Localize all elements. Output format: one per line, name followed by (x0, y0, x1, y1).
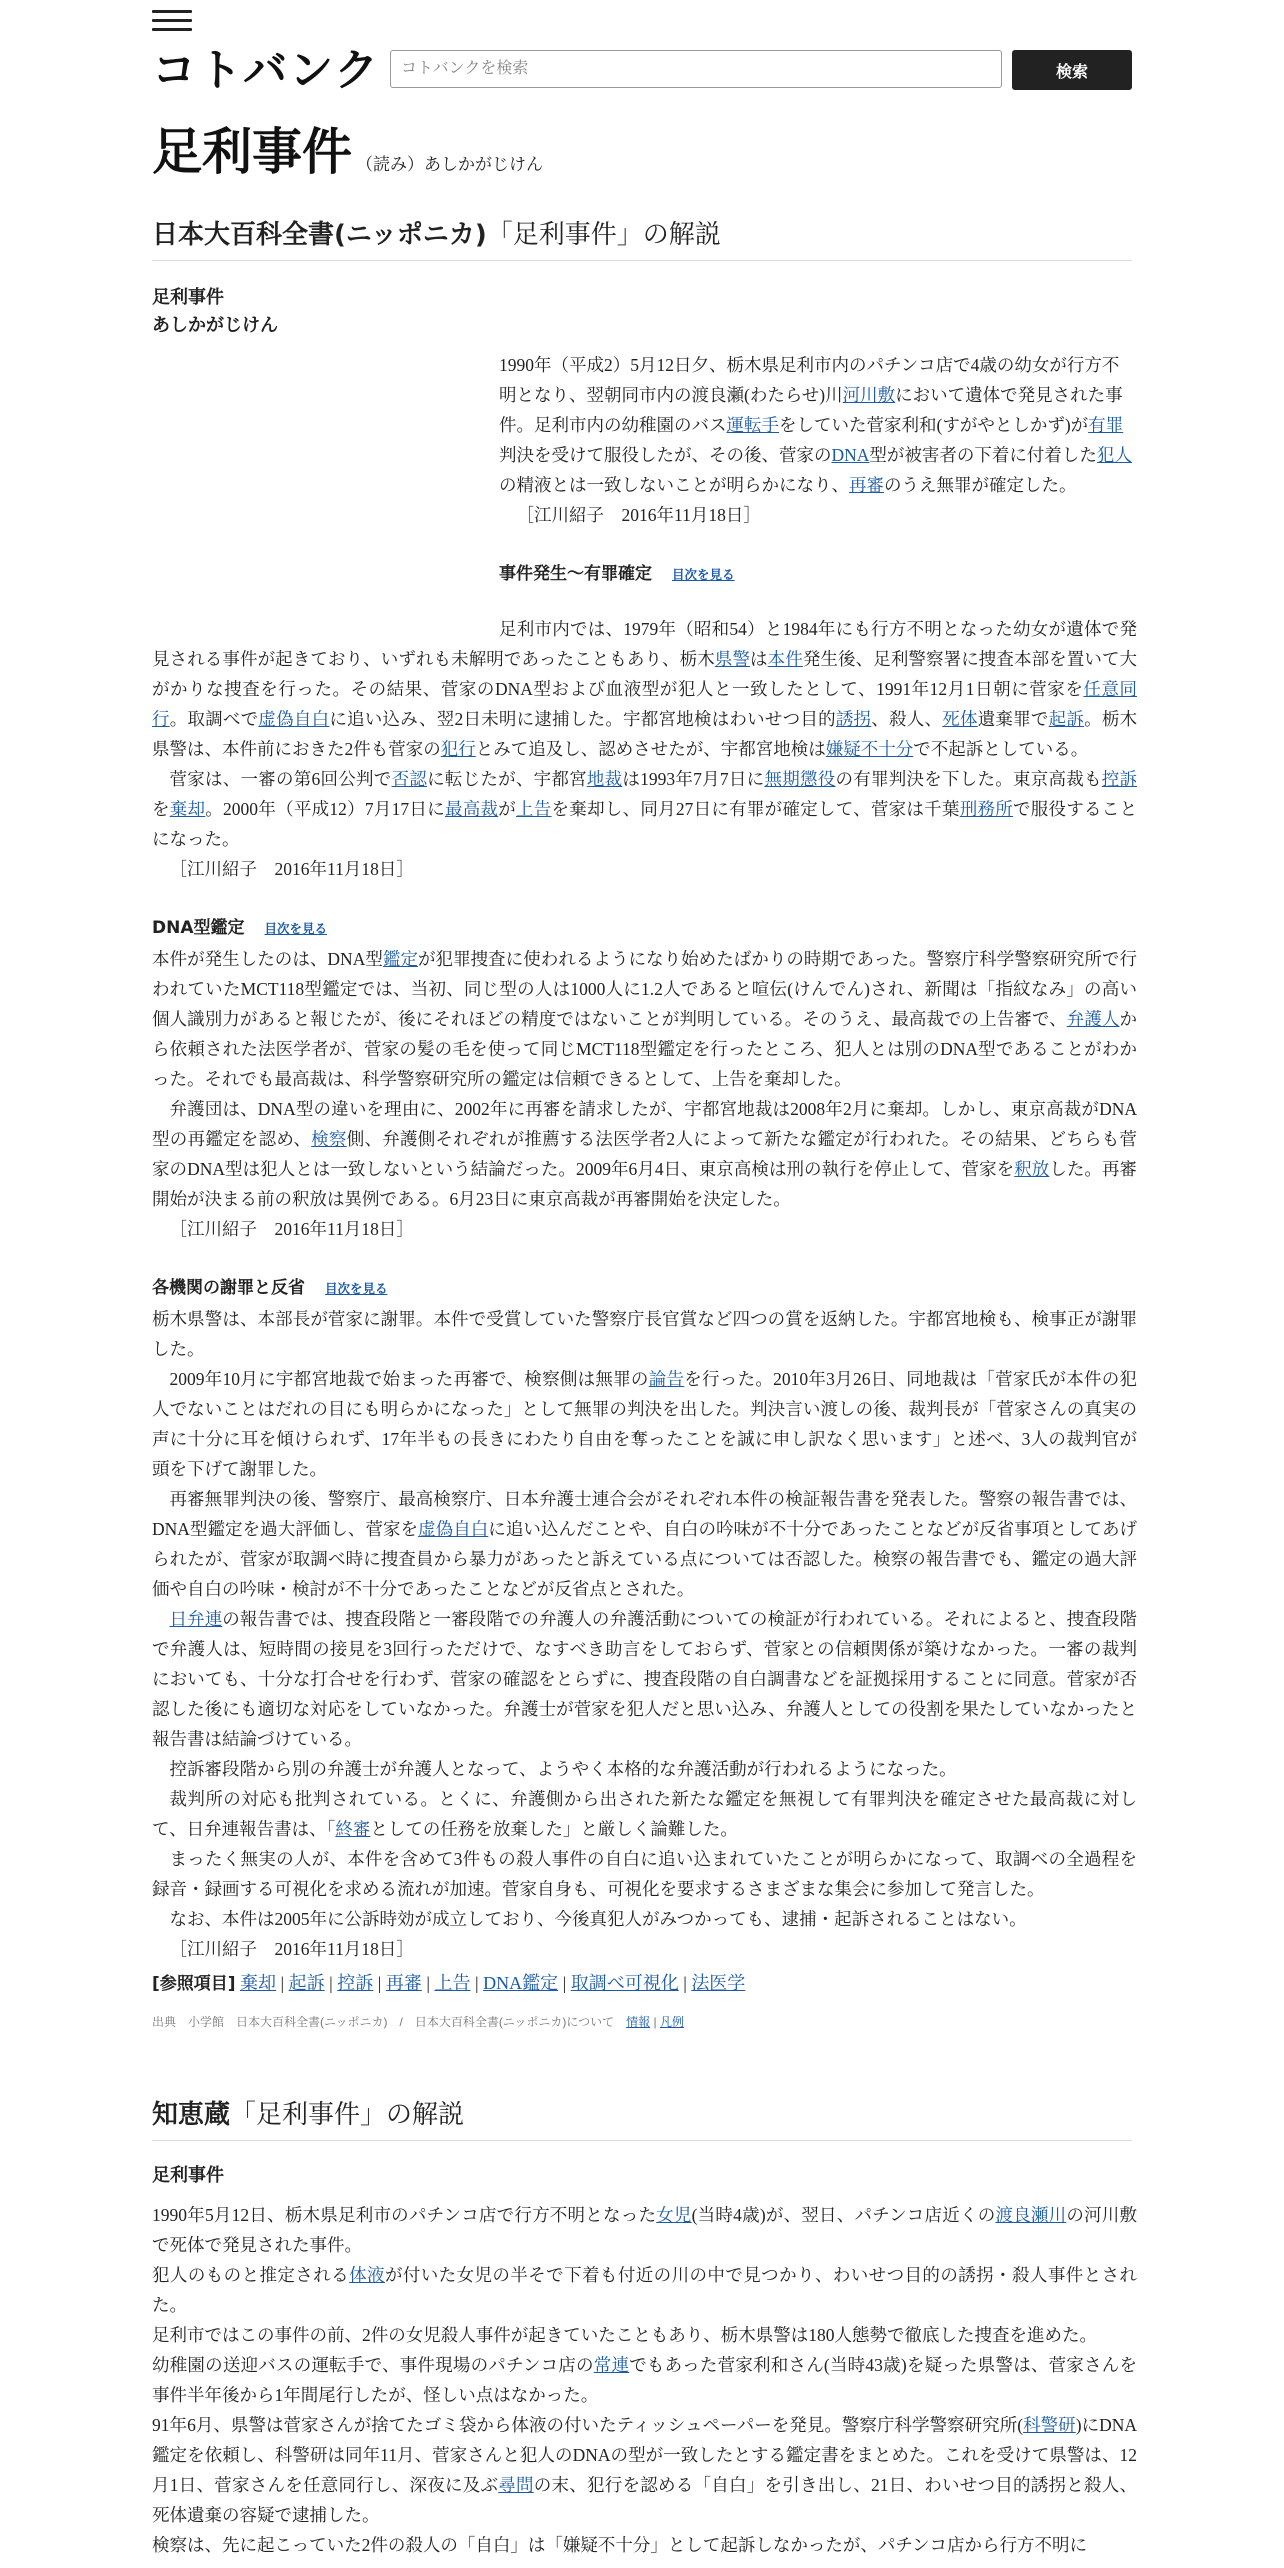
term-link[interactable]: 弁護人 (1066, 1009, 1120, 1029)
chiezo-term: 足利事件 (152, 2165, 224, 2186)
term-link[interactable]: 地裁 (586, 769, 623, 789)
text-run: が付いた女児の半そで下着も付近の川の中で見つかり、わいせつ目的の誘拐・殺人事件とされた。 (152, 2265, 1138, 2315)
term-reading: あしかがじけん (152, 315, 278, 336)
text-run: 足利市内では、1979年（昭和54）と1984年にも行方不明となった幼女が遺体で発見される事件が起きており、いずれも未解明であったこともあり、栃木 (152, 619, 1137, 669)
text-run: 裁判所の対応も批判されている。とくに、弁護側から出された新たな鑑定を無視して有罪判決を確定させた最高裁に対して、日弁連報告書は、「 (152, 1789, 1137, 1839)
text-run: 判決を受けて服役したが、その後、菅家の (499, 445, 832, 465)
chiezo-body (152, 2200, 1137, 2560)
search-button[interactable]: 検索 (1012, 50, 1132, 90)
text-run: は (750, 649, 768, 669)
search-input[interactable] (390, 50, 1002, 88)
text-run: 幼稚園の送迎バスの運転手で、事件現場のパチンコ店の (152, 2355, 594, 2375)
paragraph: まったく無実の人が、本件を含めて3件もの殺人事件の自白に追い込まれていたことが明らかになって、取調べの全過程を録音・録画する可視化を求める流れが加速。菅家自身も、可視化を要求するさまざまな集会に参加して発言した。 (152, 1849, 1137, 1899)
source-about: 日本大百科全書(ニッポニカ)について (414, 2015, 615, 2029)
term-link[interactable]: 本件 (767, 649, 803, 669)
text-run: 。栃木県警は、本件前におきた2件も菅家の (152, 709, 1138, 759)
text-run: 遺棄罪で (977, 709, 1049, 729)
term-link[interactable]: 刑務所 (959, 799, 1013, 819)
text-run: の報告書では、捜査段階と一審段階での弁護人の弁護活動についての検証が行われている。それによると、捜査段階で弁護人は、短時間の接見を3回行っただけで、なすべき助言をしておらず、菅家との信頼関係が築けなかった。一審の裁判においても、十分な打合せを行わず、菅家の確認をとらずに、捜査段階の自白調書などを証拠採用することに同意。菅家が否認した後にも適切な対応をしていなかった。弁護士が菅家を犯人だと思い込み、弁護人としての役割を果たしていなかったと報告書は結論づけている。 (152, 1609, 1137, 1749)
chiezo-heading-suffix: 「足利事件」の解説 (230, 2100, 465, 2129)
text-run: 側、弁護側それぞれが推薦する法医学者2人によって新たな鑑定が行われた。その結果、どちらも菅家のDNA型は犯人とは一致しないという結論だった。2009年6月4日、東京高検は刑の執行を停止して、菅家を (152, 1129, 1137, 1179)
reference-link[interactable]: 上告 (434, 1973, 471, 1993)
term-link[interactable]: 渡良瀬川 (995, 2205, 1067, 2225)
text-run: の精液とは一致しないことが明らかになり、 (499, 475, 849, 495)
section-header-2 (152, 912, 1137, 944)
term-link[interactable]: 女児 (656, 2205, 692, 2225)
source-prefix: 出典 小学館 日本大百科全書(ニッポニカ) (152, 2015, 388, 2029)
term-link[interactable]: 日弁連 (169, 1609, 223, 1629)
text-run: の河川敷で死体で発見された事件。 (152, 2205, 1138, 2255)
term-link[interactable]: 論告 (648, 1369, 685, 1389)
term-link[interactable]: 犯人 (1096, 445, 1132, 465)
paragraph (152, 2260, 1137, 2320)
paragraph: なお、本件は2005年に公訴時効が成立しており、今後真犯人がみつかっても、逮捕・起訴されることはない。 (169, 1909, 1027, 1929)
term-link[interactable]: 終審 (335, 1819, 371, 1839)
text-run: 型が被害者の下着に付着した (869, 445, 1097, 465)
paragraph (152, 944, 1137, 1094)
chiezo-source-name: 知恵蔵 (152, 2100, 231, 2130)
term-link[interactable]: 虚偽自白 (258, 709, 330, 729)
text-run: 2009年10月に宇都宮地裁で始まった再審で、検察側は無罪の (169, 1369, 649, 1389)
text-run: をしていた菅家利和(すがやとしかず)が (779, 415, 1089, 435)
reference-link[interactable]: 起訴 (288, 1973, 325, 1993)
section-header-3 (152, 1272, 1137, 1304)
nipponica-term (152, 284, 278, 340)
term-link[interactable]: 起訴 (1048, 709, 1085, 729)
text-run: 1990年（平成2）5月12日夕、栃木県足利市内のパチンコ店で4歳の幼女が行方不明となり、翌朝同市内の渡良瀬(わたらせ)川 (499, 355, 1120, 405)
credit: ［江川紹子 2016年11月18日］ (169, 1939, 414, 1959)
term-headword: 足利事件 (152, 287, 224, 308)
paragraph (152, 1604, 1137, 1754)
reference-link[interactable]: 法医学 (691, 1973, 746, 1993)
paragraph (152, 2410, 1137, 2530)
reference-link[interactable]: DNA鑑定 (483, 1973, 559, 1993)
paragraph (152, 764, 1137, 854)
intro-text (499, 350, 1134, 500)
term-link[interactable]: 運転手 (726, 415, 779, 435)
text-run: 再審無罪判決の後、警察庁、最高検察庁、日本弁護士連合会がそれぞれ本件の検証報告書を発表した。警察の報告書では、DNA型鑑定を過大評価し、菅家を (152, 1489, 1137, 1539)
term-link[interactable]: 県警 (714, 649, 751, 669)
term-link[interactable]: 鑑定 (382, 949, 419, 969)
section-title-dna: DNA型鑑定 (152, 918, 245, 938)
term-link[interactable]: 犯行 (440, 739, 476, 759)
nipponica-source-name: 日本大百科全書(ニッポニカ) (152, 220, 487, 250)
section-title-apology: 各機関の謝罪と反省 (152, 1278, 305, 1298)
paragraph: 栃木県警は、本部長が菅家に謝罪。本件で受賞していた警察庁長官賞など四つの賞を返納した。宇都宮地検も、検事正が謝罪した。 (152, 1309, 1137, 1359)
term-link[interactable]: 上告 (516, 799, 552, 819)
text-run: 弁護団は、DNA型の違いを理由に、2002年に再審を請求したが、宇都宮地裁は2008年2月に棄却。しかし、東京高裁がDNA型の再鑑定を認め、 (152, 1099, 1137, 1149)
term-link[interactable]: 体液 (349, 2265, 385, 2285)
credit: ［江川紹子 2016年11月18日］ (169, 859, 414, 879)
text-run: 本件が発生したのは、DNA型 (152, 949, 383, 969)
paragraph (152, 2200, 1137, 2260)
term-link[interactable]: 無期懲役 (764, 769, 836, 789)
text-run: から依頼された法医学者が、菅家の髪の毛を使って同じMCT118型鑑定を行ったところ、犯人とは別のDNA型であることがわかった。それでも最高裁は、科学警察研究所の鑑定は信頼できるとして、上告を棄却した。 (152, 1009, 1137, 1089)
term-link[interactable]: 検察 (311, 1129, 347, 1149)
text-run: を棄却し、同月27日に有罪が確定して、菅家は千葉 (551, 799, 960, 819)
toc-link[interactable]: 目次を見る (264, 922, 328, 936)
reference-link[interactable]: 控訴 (337, 1973, 374, 1993)
source-info-link[interactable]: 情報 (626, 2015, 651, 2029)
text-run: を (152, 799, 170, 819)
term-link[interactable]: 科警研 (1023, 2415, 1076, 2435)
term-link[interactable]: 有罪 (1088, 415, 1124, 435)
paragraph (152, 1364, 1137, 1484)
text-run: に転じたが、宇都宮 (427, 769, 587, 789)
text-run: において遺体で発見された事件。足利市内の幼稚園のバス (499, 385, 1123, 435)
text-run: 菅家は、一審の第6回公判で (169, 769, 392, 789)
term-link[interactable]: 最高裁 (444, 799, 499, 819)
credit: ［江川紹子 2016年11月18日］ (516, 505, 761, 525)
nipponica-body-1 (152, 614, 1138, 2029)
text-run: が犯罪捜査に使われるようになり始めたばかりの時期であった。警察庁科学警察研究所で行われていたMCT118型鑑定では、当初、同じ型の人は1000人に1.2人であると喧伝(けんでん)され、新聞は「指紋なみ」の高い個人識別力があると報じたが、後にそれほどの精度ではないことが判明している。そのうえ、最高裁での上告審で、 (152, 949, 1138, 1029)
text-run: に追い込んだことや、自白の吟味が不十分であったことなどが反省事項としてあげられたが、菅家が取調べ時に捜査員から暴力があったと訴えている点については否認した。検察の報告書でも、鑑定の過大評価や自白の吟味・検討が不十分であったことなどが反省点とされた。 (152, 1519, 1137, 1599)
text-run: を行った。2010年3月26日、同地裁は「菅家氏が本件の犯人でないことはだれの目にも明らかになった」として無罪の判決を出した。判決言い渡しの後、裁判長が「菅家さんの真実の声に十分に耳を傾けられず、17年半もの長きにわたり自由を奪ったことを誠に申し訳なく思います」と述べ、3人の裁判官が頭を下げて謝罪した。 (152, 1369, 1138, 1479)
section-header-1 (499, 558, 1134, 590)
source-legend-link[interactable]: 凡例 (659, 2015, 684, 2029)
paragraph (152, 1094, 1137, 1214)
term-link[interactable]: 釈放 (1014, 1159, 1050, 1179)
text-run: に追い込み、翌2日未明に逮捕した。宇都宮地検はわいせつ目的 (329, 709, 836, 729)
text-run: 犯人のものと推定される (152, 2265, 350, 2285)
text-run: でもあった菅家利和さん(当時43歳)を疑った県警は、菅家さんを事件半年後から1年間尾行したが、怪しい点はなかった。 (152, 2355, 1138, 2405)
paragraph (152, 2350, 1137, 2410)
term-link[interactable]: 死体 (942, 709, 978, 729)
text-run: 、殺人、 (871, 709, 943, 729)
text-run: 。2000年（平成12）7月17日に (205, 799, 445, 819)
term-link[interactable]: 常連 (593, 2355, 630, 2375)
term-link[interactable]: 再審 (849, 475, 884, 495)
text-run: は1993年7月7日に (622, 769, 765, 789)
nipponica-intro (499, 350, 1134, 590)
paragraph: 控訴審段階から別の弁護士が弁護人となって、ようやく本格的な弁護活動が行われるようになった。 (169, 1759, 957, 1779)
reference-links (152, 1968, 1137, 1999)
term-link[interactable]: 河川敷 (842, 385, 896, 405)
paragraph (152, 1484, 1137, 1604)
text-run: のうえ無罪が確定した。 (884, 475, 1077, 495)
paragraph (152, 614, 1137, 764)
term-link[interactable]: 棄却 (169, 799, 206, 819)
term-link[interactable]: 嫌疑不十分 (825, 739, 914, 759)
chiezo-heading (152, 2098, 1132, 2141)
term-link[interactable]: 控訴 (1101, 769, 1138, 789)
references-list: 棄却 | 起訴 | 控訴 | 再審 | 上告 | DNA鑑定 | 取調べ可視化 | 法医学 (240, 1973, 746, 1993)
text-run: した。再審開始が決まる前の釈放は異例である。6月23日に東京高裁が再審開始を決定した。 (152, 1159, 1138, 1209)
text-run: が (498, 799, 517, 819)
credit: ［江川紹子 2016年11月18日］ (169, 1219, 414, 1239)
text-run: とみて追及し、認めさせたが、宇都宮地検は (475, 739, 826, 759)
term-link[interactable]: 任意同行 (152, 679, 1138, 729)
text-run: で服役することになった。 (152, 799, 1138, 849)
term-link[interactable]: 尋問 (498, 2475, 534, 2495)
menu-icon[interactable] (152, 10, 192, 34)
text-run: で不起訴としている。 (913, 739, 1089, 759)
paragraph: 足利市ではこの事件の前、2件の女児殺人事件が起きていたこともあり、栃木県警は180人態勢で徹底した捜査を進めた。 (152, 2325, 1097, 2345)
page-reading: （読み）あしかがじけん (356, 155, 543, 174)
term-link[interactable]: 虚偽自白 (418, 1519, 489, 1539)
text-run: 。取調べで (169, 709, 259, 729)
term-link[interactable]: 誘拐 (835, 709, 872, 729)
text-run: の有罪判決を下した。東京高裁も (835, 769, 1102, 789)
text-run: 91年6月、県警は菅家さんが捨てたゴミ袋から体液の付いたティッシュペーパーを発見。警察庁科学警察研究所( (152, 2415, 1024, 2435)
nipponica-heading (152, 218, 1132, 261)
paragraph: 検察は、先に起こっていた2件の殺人の「自白」は「嫌疑不十分」として起訴しなかったが、パチンコ店から行方不明に (152, 2535, 1088, 2555)
toc-link[interactable]: 目次を見る (325, 1282, 388, 1296)
paragraph (152, 1784, 1137, 1844)
term-link[interactable]: 否認 (391, 769, 428, 789)
term-link[interactable]: DNA (831, 445, 870, 465)
text-run: )にDNA鑑定を依頼し、科警研は同年11月、菅家さんと犯人のDNAの型が一致したとする鑑定書をまとめた。これを受けて県警は、12月1日、菅家さんを任意同行し、深夜に及ぶ (152, 2415, 1138, 2495)
section-title-incident: 事件発生～有罪確定 (499, 564, 652, 584)
text-run: の末、犯行を認める「自白」を引き出し、21日、わいせつ目的誘拐と殺人、死体遺棄の容疑で逮捕した。 (152, 2475, 1137, 2525)
text-run: としての任務を放棄した」と厳しく論難した。 (370, 1819, 738, 1839)
text-run: (当時4歳)が、翌日、パチンコ店近くの (691, 2205, 996, 2225)
nipponica-heading-suffix: 「足利事件」の解説 (486, 220, 721, 249)
source-line: 出典 小学館 日本大百科全書(ニッポニカ) / 日本大百科全書(ニッポニカ)について 情報 | 凡例 (152, 2015, 684, 2029)
text-run: 1990年5月12日、栃木県足利市のパチンコ店で行方不明となった (152, 2205, 657, 2225)
reference-link[interactable]: 棄却 (240, 1973, 277, 1993)
text-run: 発生後、足利警察署に捜査本部を置いて大がかりな捜査を行った。その結果、菅家のDNA型および血液型が犯人と一致したとして、1991年12月1日朝に菅家を (152, 649, 1138, 699)
site-logo[interactable]: コトバンク (152, 45, 381, 96)
reference-link[interactable]: 再審 (385, 1973, 422, 1993)
page-title: 足利事件 (152, 123, 352, 181)
references-label: [参照項目] (152, 1974, 236, 1994)
reference-link[interactable]: 取調べ可視化 (570, 1973, 679, 1993)
toc-link[interactable]: 目次を見る (672, 568, 735, 582)
